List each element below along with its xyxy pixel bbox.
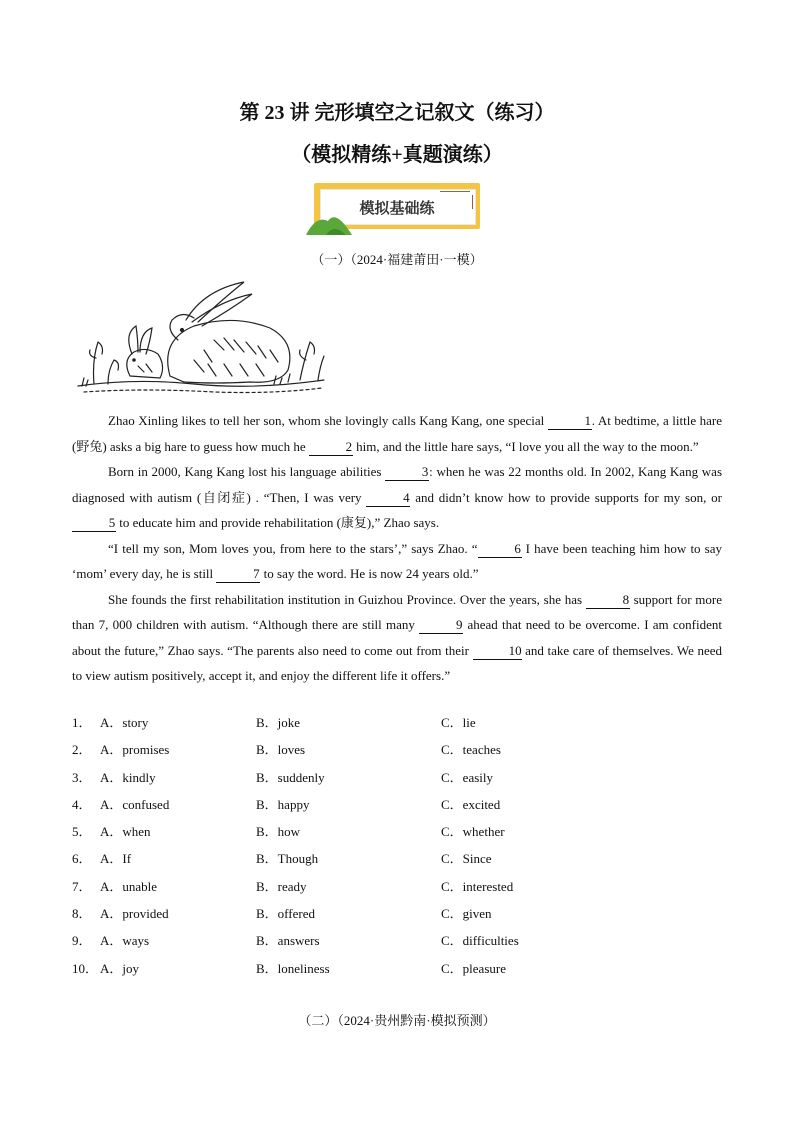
option-c[interactable]: C．teaches bbox=[441, 742, 501, 758]
question-number: 10． bbox=[72, 960, 99, 976]
blank-8[interactable]: 8 bbox=[586, 592, 630, 609]
blank-1[interactable]: 1 bbox=[548, 413, 592, 430]
blank-2[interactable]: 2 bbox=[309, 439, 353, 456]
option-a[interactable]: A．promises bbox=[100, 742, 170, 758]
option-c[interactable]: C．easily bbox=[441, 769, 493, 785]
option-row-1 bbox=[72, 712, 722, 739]
question-number: 3． bbox=[72, 769, 92, 785]
option-a[interactable]: A．provided bbox=[100, 906, 169, 922]
page-subtitle: （模拟精练+真题演练） bbox=[291, 144, 503, 166]
option-c[interactable]: C．pleasure bbox=[441, 960, 506, 976]
option-row-5 bbox=[72, 821, 722, 848]
option-row-8 bbox=[72, 903, 722, 930]
question-number: 8． bbox=[72, 906, 92, 922]
option-a[interactable]: A．confused bbox=[100, 796, 170, 812]
option-c[interactable]: C．Since bbox=[441, 851, 492, 867]
option-c[interactable]: C．interested bbox=[441, 878, 514, 894]
question-number: 5． bbox=[72, 824, 92, 840]
option-b[interactable]: B．how bbox=[256, 824, 301, 840]
blank-5[interactable]: 5 bbox=[72, 515, 116, 532]
option-a[interactable]: A．kindly bbox=[100, 769, 156, 785]
question-number: 7． bbox=[72, 878, 92, 894]
option-a[interactable]: A．If bbox=[100, 851, 132, 867]
option-a[interactable]: A．when bbox=[100, 824, 151, 840]
passage-paragraph-4: She founds the first rehabilitation institution in Guizhou Province. Over the years, she has 8 support for more than 7, 000 children with autism. “Although there are still many 9 ahead that need to be overcome. I am confident about the future,” Zhao says. “The parents also need to come out from their 10 and take care of themselves. We need to view autism positively, accept it, and enjoy the different life it offers.” bbox=[72, 591, 723, 683]
option-row-4 bbox=[72, 794, 722, 821]
blank-10[interactable]: 10 bbox=[473, 643, 522, 660]
cloze-passage bbox=[72, 408, 722, 689]
option-c[interactable]: C．whether bbox=[441, 824, 505, 840]
blank-6[interactable]: 6 bbox=[478, 541, 522, 558]
option-c[interactable]: C．lie bbox=[441, 715, 476, 730]
passage-paragraph-3: “I tell my son, Mom loves you, from here to the stars’,” says Zhao. “ 6 I have been teaching him how to say ‘mom’ every day, he is still 7 to say the word. He is now 24 years old.” bbox=[72, 540, 722, 581]
passage-paragraph-1: Zhao Xinling likes to tell her son, whom she lovingly calls Kang Kang, one special 1. At bedtime, a little hare (野兔) asks a big hare to guess how much he 2 him, and the little hare says, “I love you all the way to the moon.” bbox=[72, 413, 722, 454]
page-title: 第 23 讲 完形填空之记叙文（练习） bbox=[239, 102, 555, 124]
blank-9[interactable]: 9 bbox=[419, 617, 463, 634]
option-row-2 bbox=[72, 739, 722, 766]
blank-3[interactable]: 3 bbox=[385, 464, 429, 481]
blank-4[interactable]: 4 bbox=[366, 490, 410, 507]
option-row-3 bbox=[72, 767, 722, 794]
section-heading-2: （二）（2024·贵州黔南·模拟预测） bbox=[298, 1013, 496, 1028]
option-a[interactable]: A．ways bbox=[100, 933, 150, 949]
question-number: 4． bbox=[72, 796, 92, 812]
option-c[interactable]: C．difficulties bbox=[441, 933, 519, 949]
rabbits-illustration bbox=[74, 280, 330, 398]
question-number: 6． bbox=[72, 851, 92, 867]
option-row-6 bbox=[72, 848, 722, 875]
option-b[interactable]: B．Though bbox=[256, 851, 319, 867]
answer-options bbox=[72, 712, 722, 985]
option-b[interactable]: B．offered bbox=[256, 906, 315, 922]
badge-decor-line bbox=[440, 191, 470, 192]
option-b[interactable]: B．happy bbox=[256, 796, 310, 812]
question-number: 2． bbox=[72, 742, 92, 758]
question-number: 9． bbox=[72, 933, 92, 949]
section-heading-1: （一）（2024·福建莆田·一模） bbox=[311, 252, 483, 267]
option-row-7 bbox=[72, 876, 722, 903]
passage-paragraph-2: Born in 2000, Kang Kang lost his language abilities 3: when he was 22 months old. In 2002, Kang Kang was diagnosed with autism (自闭症) . “Then, I was very 4 and didn’t know how to provide supports for my son, or 5 to educate him and provide rehabilitation (康复),” Zhao says. bbox=[72, 464, 723, 530]
option-b[interactable]: B．loneliness bbox=[256, 960, 330, 976]
blank-7[interactable]: 7 bbox=[216, 566, 260, 583]
option-b[interactable]: B．loves bbox=[256, 742, 306, 758]
section-badge bbox=[314, 183, 480, 229]
option-b[interactable]: B．suddenly bbox=[256, 769, 325, 785]
option-a[interactable]: A．unable bbox=[100, 878, 158, 894]
badge-label: 模拟基础练 bbox=[359, 199, 435, 217]
option-b[interactable]: B．ready bbox=[256, 878, 307, 894]
option-a[interactable]: A．story bbox=[100, 715, 149, 730]
question-number: 1． bbox=[72, 715, 92, 730]
option-b[interactable]: B．answers bbox=[256, 933, 320, 949]
option-row-10 bbox=[72, 958, 722, 985]
option-c[interactable]: C．given bbox=[441, 906, 492, 922]
option-row-9 bbox=[72, 930, 722, 957]
option-c[interactable]: C．excited bbox=[441, 796, 501, 812]
option-b[interactable]: B．joke bbox=[256, 715, 301, 730]
option-a[interactable]: A．joy bbox=[100, 960, 140, 976]
